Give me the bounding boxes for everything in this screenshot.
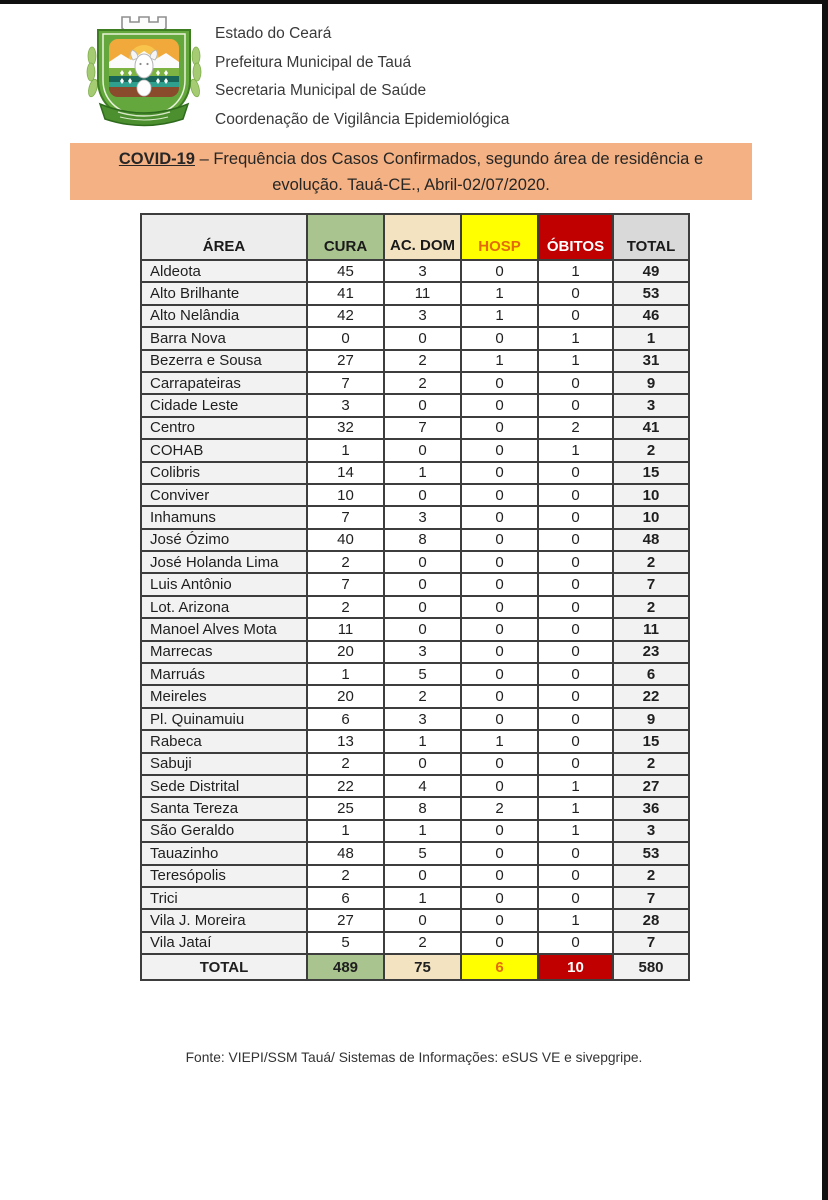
- scan-edge-right: [822, 0, 828, 1200]
- cell-cura: 22: [307, 775, 384, 797]
- cell-cura: 0: [307, 327, 384, 349]
- cell-obitos: 0: [538, 394, 613, 416]
- cell-ac-dom: 3: [384, 708, 461, 730]
- cell-total: 7: [613, 932, 689, 954]
- cell-cura: 11: [307, 618, 384, 640]
- org-header: [215, 20, 509, 134]
- table-row: [141, 865, 689, 887]
- source-note: Fonte: VIEPI/SSM Tauá/ Sistemas de Informações: eSUS VE e sivepgripe.: [185, 1050, 643, 1065]
- cell-area: São Geraldo: [141, 820, 307, 842]
- cell-area: Conviver: [141, 484, 307, 506]
- cell-total: 28: [613, 909, 689, 931]
- table-row: [141, 663, 689, 685]
- cell-total: 6: [613, 663, 689, 685]
- cell-total: 48: [613, 529, 689, 551]
- cell-area: Alto Nelândia: [141, 305, 307, 327]
- total-cura-value: 489: [307, 954, 384, 980]
- cell-area: Marrecas: [141, 641, 307, 663]
- cell-total: 10: [613, 484, 689, 506]
- cell-area: Teresópolis: [141, 865, 307, 887]
- cell-total: 22: [613, 685, 689, 707]
- table-total-row: [141, 954, 689, 980]
- cell-cura: 2: [307, 865, 384, 887]
- cell-cura: 6: [307, 708, 384, 730]
- cell-area: Meireles: [141, 685, 307, 707]
- cell-obitos: 0: [538, 618, 613, 640]
- cell-obitos: 1: [538, 820, 613, 842]
- cell-cura: 41: [307, 282, 384, 304]
- cell-obitos: 0: [538, 753, 613, 775]
- table-row: [141, 417, 689, 439]
- cell-total: 15: [613, 462, 689, 484]
- cell-cura: 42: [307, 305, 384, 327]
- cell-ac-dom: 0: [384, 327, 461, 349]
- cell-total: 36: [613, 797, 689, 819]
- table-row: [141, 641, 689, 663]
- cell-ac-dom: 3: [384, 260, 461, 282]
- cell-total: 1: [613, 327, 689, 349]
- cell-total: 23: [613, 641, 689, 663]
- col-header-cura: CURA: [307, 214, 384, 260]
- cell-obitos: 1: [538, 260, 613, 282]
- org-line-secretaria: Secretaria Municipal de Saúde: [215, 82, 427, 99]
- cell-obitos: 0: [538, 529, 613, 551]
- cell-total: 2: [613, 439, 689, 461]
- total-obitos-value: 10: [538, 954, 613, 980]
- cell-hosp: 0: [461, 439, 538, 461]
- table-row: [141, 372, 689, 394]
- cell-hosp: 0: [461, 260, 538, 282]
- report-title-line1: [70, 146, 752, 172]
- cell-hosp: 0: [461, 327, 538, 349]
- cell-cura: 1: [307, 439, 384, 461]
- cell-area: Trici: [141, 887, 307, 909]
- cell-ac-dom: 0: [384, 394, 461, 416]
- cell-ac-dom: 0: [384, 753, 461, 775]
- cell-obitos: 1: [538, 909, 613, 931]
- table-row: [141, 618, 689, 640]
- cell-total: 49: [613, 260, 689, 282]
- cell-cura: 13: [307, 730, 384, 752]
- col-header-hosp: HOSP: [461, 214, 538, 260]
- org-line-coordenacao: Coordenação de Vigilância Epidemiológica: [215, 110, 510, 128]
- cell-ac-dom: 0: [384, 551, 461, 573]
- cell-area: Pl. Quinamuiu: [141, 708, 307, 730]
- cell-total: 11: [613, 618, 689, 640]
- cell-total: 9: [613, 372, 689, 394]
- cell-hosp: 1: [461, 282, 538, 304]
- cell-hosp: 1: [461, 730, 538, 752]
- table-row: [141, 260, 689, 282]
- cell-ac-dom: 7: [384, 417, 461, 439]
- cell-total: 53: [613, 282, 689, 304]
- cell-area: Manoel Alves Mota: [141, 618, 307, 640]
- cell-total: 10: [613, 506, 689, 528]
- cell-hosp: 0: [461, 372, 538, 394]
- cell-obitos: 0: [538, 484, 613, 506]
- cell-cura: 1: [307, 663, 384, 685]
- cell-hosp: 0: [461, 417, 538, 439]
- cell-area: Sabuji: [141, 753, 307, 775]
- cell-total: 3: [613, 820, 689, 842]
- cell-ac-dom: 1: [384, 887, 461, 909]
- cell-hosp: 0: [461, 462, 538, 484]
- cell-obitos: 1: [538, 797, 613, 819]
- cell-area: José Ózimo: [141, 529, 307, 551]
- cell-total: 15: [613, 730, 689, 752]
- cell-obitos: 0: [538, 842, 613, 864]
- cell-cura: 7: [307, 372, 384, 394]
- cell-cura: 32: [307, 417, 384, 439]
- total-label: TOTAL: [141, 954, 307, 980]
- cell-obitos: 0: [538, 663, 613, 685]
- cell-area: Barra Nova: [141, 327, 307, 349]
- cell-area: Luis Antônio: [141, 573, 307, 595]
- cell-cura: 5: [307, 932, 384, 954]
- cell-hosp: 1: [461, 350, 538, 372]
- table-row: [141, 820, 689, 842]
- cell-hosp: 0: [461, 887, 538, 909]
- coat-of-arms-icon: [84, 10, 204, 134]
- cell-total: 3: [613, 394, 689, 416]
- cell-total: 2: [613, 753, 689, 775]
- cell-area: Colibris: [141, 462, 307, 484]
- cell-obitos: 1: [538, 327, 613, 349]
- cell-obitos: 1: [538, 439, 613, 461]
- cell-cura: 20: [307, 685, 384, 707]
- cell-hosp: 0: [461, 506, 538, 528]
- cell-area: Santa Tereza: [141, 797, 307, 819]
- table-header-row: [141, 214, 689, 260]
- org-line-state: Estado do Ceará: [215, 25, 332, 42]
- table-row: [141, 305, 689, 327]
- cell-total: 9: [613, 708, 689, 730]
- cell-hosp: 0: [461, 618, 538, 640]
- cell-total: 53: [613, 842, 689, 864]
- total-total-value: 580: [613, 954, 689, 980]
- cell-obitos: 0: [538, 305, 613, 327]
- cell-area: Sede Distrital: [141, 775, 307, 797]
- cell-obitos: 0: [538, 596, 613, 618]
- cell-obitos: 0: [538, 282, 613, 304]
- cell-ac-dom: 3: [384, 305, 461, 327]
- cell-hosp: 0: [461, 394, 538, 416]
- cell-ac-dom: 0: [384, 573, 461, 595]
- col-header-total: TOTAL: [613, 214, 689, 260]
- cell-area: Vila J. Moreira: [141, 909, 307, 931]
- table-row: [141, 573, 689, 595]
- report-title-line2: evolução. Tauá-CE., Abril-02/07/2020.: [272, 175, 550, 194]
- cell-hosp: 0: [461, 529, 538, 551]
- cell-cura: 6: [307, 887, 384, 909]
- table-row: [141, 282, 689, 304]
- table-row: [141, 462, 689, 484]
- cell-total: 41: [613, 417, 689, 439]
- cell-obitos: 0: [538, 685, 613, 707]
- cell-ac-dom: 2: [384, 350, 461, 372]
- cell-obitos: 0: [538, 551, 613, 573]
- cell-total: 2: [613, 865, 689, 887]
- cell-cura: 7: [307, 573, 384, 595]
- cell-area: Centro: [141, 417, 307, 439]
- col-header-area: ÁREA: [141, 214, 307, 260]
- cell-total: 2: [613, 551, 689, 573]
- cell-ac-dom: 1: [384, 462, 461, 484]
- cell-ac-dom: 11: [384, 282, 461, 304]
- cell-area: José Holanda Lima: [141, 551, 307, 573]
- table-row: [141, 529, 689, 551]
- col-header-ac-dom: AC. DOM: [384, 214, 461, 260]
- table-row: [141, 394, 689, 416]
- cell-cura: 7: [307, 506, 384, 528]
- cell-area: COHAB: [141, 439, 307, 461]
- cell-hosp: 2: [461, 797, 538, 819]
- cell-area: Cidade Leste: [141, 394, 307, 416]
- cell-cura: 3: [307, 394, 384, 416]
- cell-ac-dom: 3: [384, 506, 461, 528]
- cell-obitos: 0: [538, 865, 613, 887]
- cell-ac-dom: 4: [384, 775, 461, 797]
- table-row: [141, 327, 689, 349]
- cell-hosp: 0: [461, 596, 538, 618]
- cell-ac-dom: 0: [384, 596, 461, 618]
- cell-hosp: 0: [461, 551, 538, 573]
- cell-area: Bezerra e Sousa: [141, 350, 307, 372]
- cell-cura: 48: [307, 842, 384, 864]
- cell-hosp: 0: [461, 573, 538, 595]
- title-line1-rest: – Frequência dos Casos Confirmados, segundo área de residência e: [194, 149, 704, 168]
- cell-total: 2: [613, 596, 689, 618]
- cell-obitos: 0: [538, 932, 613, 954]
- table-row: [141, 753, 689, 775]
- cell-area: Carrapateiras: [141, 372, 307, 394]
- cell-area: Tauazinho: [141, 842, 307, 864]
- table-row: [141, 708, 689, 730]
- cell-ac-dom: 5: [384, 842, 461, 864]
- table-row: [141, 887, 689, 909]
- cell-area: Alto Brilhante: [141, 282, 307, 304]
- cell-hosp: 0: [461, 842, 538, 864]
- cell-ac-dom: 2: [384, 372, 461, 394]
- cell-obitos: 0: [538, 730, 613, 752]
- cell-hosp: 0: [461, 663, 538, 685]
- cell-hosp: 0: [461, 484, 538, 506]
- cell-obitos: 1: [538, 350, 613, 372]
- cell-cura: 2: [307, 551, 384, 573]
- cell-obitos: 0: [538, 641, 613, 663]
- cell-ac-dom: 1: [384, 820, 461, 842]
- cell-total: 7: [613, 887, 689, 909]
- cell-cura: 27: [307, 909, 384, 931]
- cell-hosp: 1: [461, 305, 538, 327]
- cell-ac-dom: 1: [384, 730, 461, 752]
- table-row: [141, 685, 689, 707]
- table-row: [141, 909, 689, 931]
- cell-hosp: 0: [461, 685, 538, 707]
- cell-obitos: 0: [538, 372, 613, 394]
- cell-hosp: 0: [461, 708, 538, 730]
- cell-cura: 20: [307, 641, 384, 663]
- cell-obitos: 0: [538, 887, 613, 909]
- cell-total: 27: [613, 775, 689, 797]
- cell-obitos: 1: [538, 775, 613, 797]
- cell-area: Lot. Arizona: [141, 596, 307, 618]
- col-header-obitos: ÓBITOS: [538, 214, 613, 260]
- cell-cura: 27: [307, 350, 384, 372]
- cell-cura: 2: [307, 753, 384, 775]
- cell-cura: 25: [307, 797, 384, 819]
- cell-ac-dom: 0: [384, 865, 461, 887]
- cell-ac-dom: 8: [384, 529, 461, 551]
- cell-cura: 10: [307, 484, 384, 506]
- cell-ac-dom: 0: [384, 484, 461, 506]
- table-row: [141, 551, 689, 573]
- cell-area: Inhamuns: [141, 506, 307, 528]
- cell-ac-dom: 5: [384, 663, 461, 685]
- report-title-banner: [70, 143, 752, 200]
- table-row: [141, 506, 689, 528]
- cell-cura: 14: [307, 462, 384, 484]
- cell-ac-dom: 2: [384, 932, 461, 954]
- cell-cura: 45: [307, 260, 384, 282]
- table-row: [141, 797, 689, 819]
- total-hosp-value: 6: [461, 954, 538, 980]
- cell-cura: 40: [307, 529, 384, 551]
- cell-area: Vila Jataí: [141, 932, 307, 954]
- cell-ac-dom: 0: [384, 439, 461, 461]
- cell-total: 7: [613, 573, 689, 595]
- cell-hosp: 0: [461, 865, 538, 887]
- municipal-coat-of-arms: [84, 10, 204, 139]
- cell-cura: 2: [307, 596, 384, 618]
- table-row: [141, 439, 689, 461]
- covid-label: COVID-19: [118, 149, 195, 168]
- total-acdom-value: 75: [384, 954, 461, 980]
- table-row: [141, 484, 689, 506]
- scan-edge-top: [0, 0, 828, 4]
- cell-hosp: 0: [461, 909, 538, 931]
- table-row: [141, 730, 689, 752]
- cell-hosp: 0: [461, 932, 538, 954]
- cell-ac-dom: 0: [384, 618, 461, 640]
- table-row: [141, 842, 689, 864]
- cell-ac-dom: 3: [384, 641, 461, 663]
- cell-hosp: 0: [461, 641, 538, 663]
- cell-obitos: 0: [538, 573, 613, 595]
- cell-obitos: 0: [538, 506, 613, 528]
- cell-hosp: 0: [461, 820, 538, 842]
- cell-total: 31: [613, 350, 689, 372]
- cell-obitos: 0: [538, 708, 613, 730]
- table-row: [141, 932, 689, 954]
- cell-total: 46: [613, 305, 689, 327]
- cell-ac-dom: 0: [384, 909, 461, 931]
- cell-area: Rabeca: [141, 730, 307, 752]
- cases-table-wrap: [140, 213, 690, 981]
- cases-table: [140, 213, 690, 981]
- org-line-prefeitura: Prefeitura Municipal de Tauá: [215, 53, 412, 71]
- table-row: [141, 596, 689, 618]
- cell-hosp: 0: [461, 775, 538, 797]
- cell-hosp: 0: [461, 753, 538, 775]
- cell-cura: 1: [307, 820, 384, 842]
- cell-ac-dom: 8: [384, 797, 461, 819]
- cell-obitos: 2: [538, 417, 613, 439]
- cell-ac-dom: 2: [384, 685, 461, 707]
- cell-area: Aldeota: [141, 260, 307, 282]
- cell-area: Marruás: [141, 663, 307, 685]
- cell-obitos: 0: [538, 462, 613, 484]
- table-row: [141, 350, 689, 372]
- table-row: [141, 775, 689, 797]
